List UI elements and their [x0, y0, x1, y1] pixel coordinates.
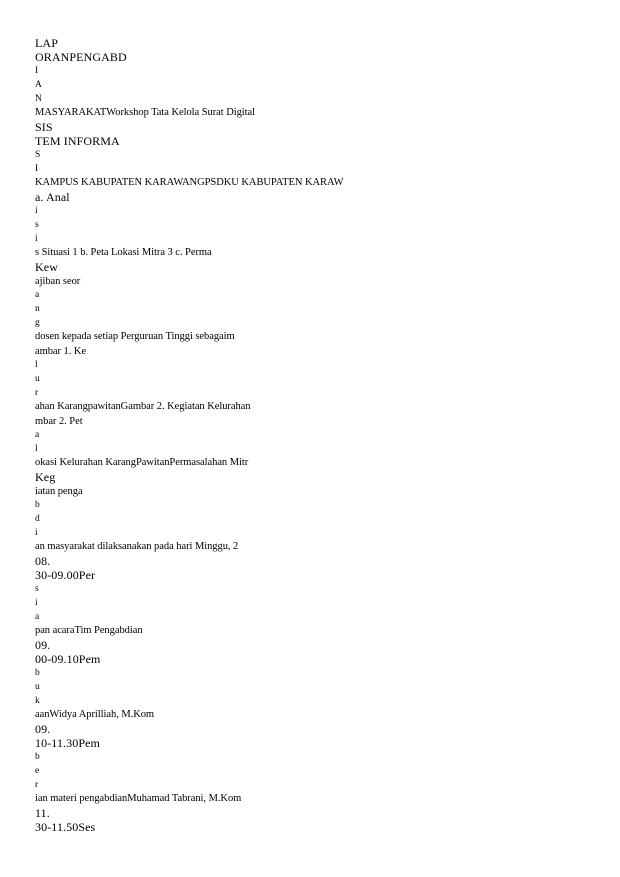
text-line: u	[35, 682, 40, 692]
text-line: TEM INFORMA	[35, 134, 120, 148]
text-line: b	[35, 668, 40, 678]
text-line: a	[35, 612, 40, 622]
text-line: LAP	[35, 36, 58, 50]
text-line: pan acaraTim Pengabdian	[35, 625, 143, 636]
text-line: b	[35, 752, 40, 762]
text-line: l	[35, 444, 38, 454]
text-line: i	[35, 234, 38, 244]
text-line: a	[35, 290, 40, 300]
text-line: MASYARAKATWorkshop Tata Kelola Surat Digital	[35, 107, 256, 118]
text-line: ian materi pengabdianMuhamad Tabrani, M.Kom	[35, 793, 242, 804]
text-line: I	[35, 66, 39, 76]
text-line: r	[35, 388, 39, 398]
text-line: l	[35, 360, 38, 370]
text-line: okasi Kelurahan KarangPawitanPermasalahan Mitr	[35, 457, 249, 468]
text-line: d	[35, 514, 40, 524]
text-line: ajiban seor	[35, 276, 81, 287]
text-line: ORANPENGABD	[35, 50, 127, 64]
text-line: I	[35, 164, 39, 174]
text-line: i	[35, 598, 38, 608]
text-line: aanWidya Aprilliah, M.Kom	[35, 709, 155, 720]
text-line: s	[35, 220, 39, 230]
text-line: i	[35, 206, 38, 216]
text-line: dosen kepada setiap Perguruan Tinggi sebagaim	[35, 331, 235, 342]
text-line: ahan KarangpawitanGambar 2. Kegiatan Kelurahan	[35, 401, 251, 412]
text-line: 30-09.00Per	[35, 568, 96, 582]
text-line: mbar 2. Pet	[35, 416, 83, 427]
text-line: g	[35, 318, 40, 328]
text-line: 09.	[35, 638, 51, 652]
text-line: S	[35, 150, 41, 160]
text-line: 08.	[35, 554, 51, 568]
text-line: 30-11.50Ses	[35, 820, 96, 834]
text-line: 09.	[35, 722, 51, 736]
text-line: A	[35, 80, 42, 90]
text-line: e	[35, 766, 40, 776]
text-line: Keg	[35, 470, 56, 484]
text-line: r	[35, 780, 39, 790]
text-line: iatan penga	[35, 486, 83, 497]
text-line: u	[35, 374, 40, 384]
text-line: a	[35, 430, 40, 440]
text-line: an masyarakat dilaksanakan pada hari Minggu, 2	[35, 541, 239, 552]
text-line: k	[35, 696, 40, 706]
text-line: a. Anal	[35, 190, 70, 204]
text-line: N	[35, 94, 42, 104]
text-line: s Situasi 1 b. Peta Lokasi Mitra 3 c. Perma	[35, 247, 212, 258]
text-line: 00-09.10Pem	[35, 652, 101, 666]
text-line: b	[35, 500, 40, 510]
text-line: i	[35, 528, 38, 538]
text-line: Kew	[35, 260, 58, 274]
text-line: 11.	[35, 806, 50, 820]
text-line: SIS	[35, 120, 53, 134]
text-line: ambar 1. Ke	[35, 346, 87, 357]
text-line: 10-11.30Pem	[35, 736, 100, 750]
text-line: KAMPUS KABUPATEN KARAWANGPSDKU KABUPATEN KARAW	[35, 177, 344, 188]
text-line: n	[35, 304, 40, 314]
text-line: s	[35, 584, 39, 594]
